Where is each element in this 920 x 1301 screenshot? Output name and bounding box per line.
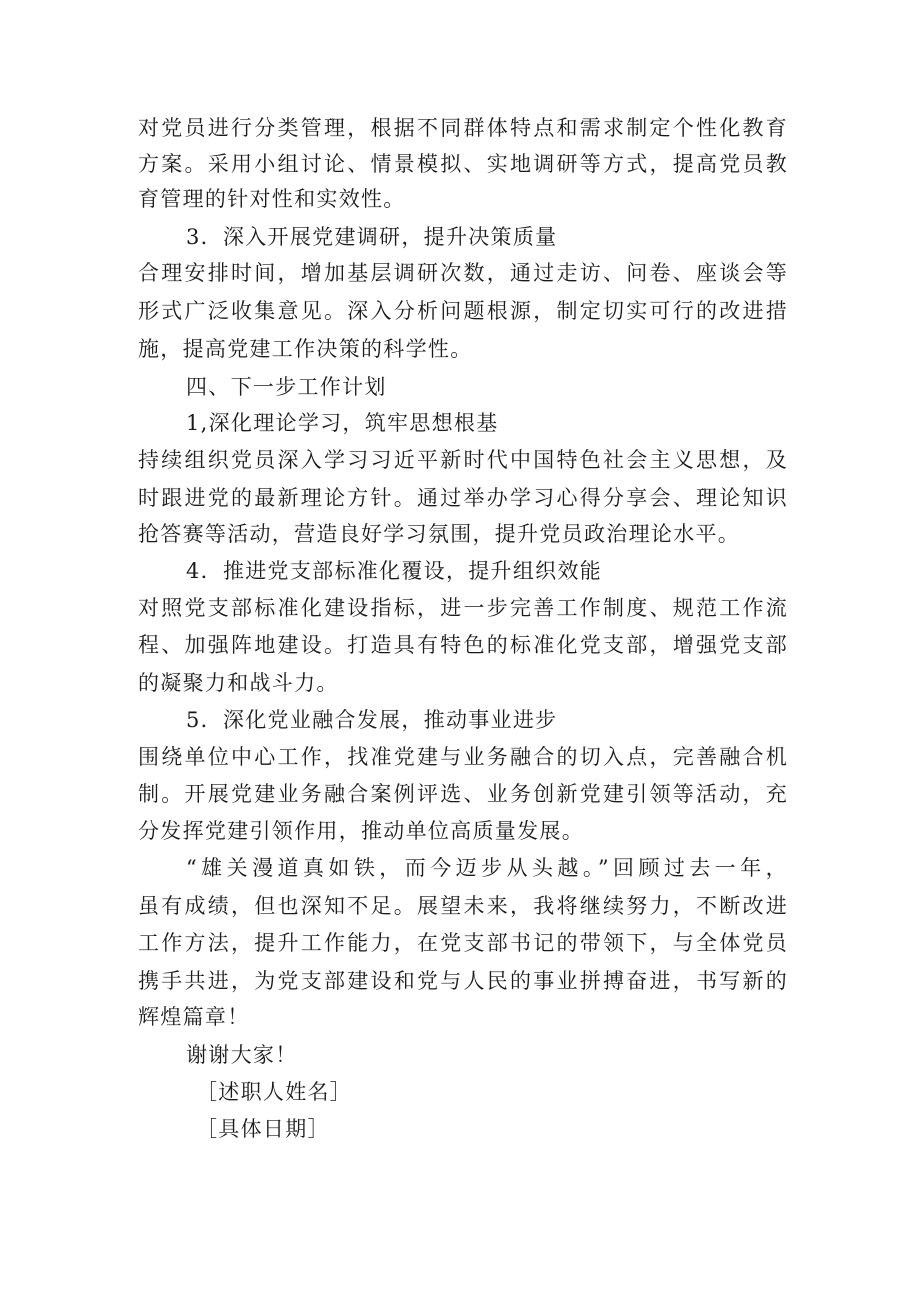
section-heading: 4．推进党支部标准化覆设，提升组织效能 — [186, 559, 603, 583]
body-line: 的凝聚力和战斗力。 — [138, 671, 339, 695]
thanks-line: 谢谢大家！ — [186, 1043, 298, 1067]
closing-quote-line: “雄关漫道真如铁，而今迈步从头越。”回顾过去一年， — [186, 856, 788, 880]
body-line: 携手共进，为党支部建设和党与人民的事业拼搏奋进，书写新的 — [138, 969, 788, 993]
section-heading: 3．深入开展党建调研，提升决策质量 — [186, 225, 558, 249]
body-line: 形式广泛收集意见。深入分析问题根源，制定切实可行的改进措 — [138, 299, 788, 323]
body-line: 合理安排时间，增加基层调研次数，通过走访、问卷、座谈会等 — [138, 261, 788, 285]
body-line: 辉煌篇章！ — [138, 1005, 250, 1029]
body-line: 方案。采用小组讨论、情景模拟、实地调研等方式，提高党员教 — [138, 152, 788, 176]
signature-name: ［述职人姓名］ — [196, 1080, 353, 1104]
body-line: 虽有成绩，但也深知不足。展望未来，我将继续努力，不断改进 — [138, 894, 788, 918]
body-line: 抢答赛等活动，营造良好学习氛围，提升党员政治理论水平。 — [138, 522, 741, 546]
body-line: 分发挥党建引领作用，推动单位高质量发展。 — [138, 819, 584, 843]
body-line: 育管理的针对性和实效性。 — [138, 187, 406, 211]
body-line: 围绕单位中心工作，找准党建与业务融合的切入点，完善融合机 — [138, 745, 788, 769]
body-line: 持续组织党员深入学习习近平新时代中国特色社会主义思想，及 — [138, 448, 788, 472]
body-line: 程、加强阵地建设。打造具有特色的标准化党支部，增强党支部 — [138, 633, 788, 657]
body-line: 工作方法，提升工作能力，在党支部书记的带领下，与全体党员 — [138, 931, 788, 955]
section-heading: 1,深化理论学习，筑牢思想根基 — [186, 411, 499, 435]
body-line: 时跟进党的最新理论方针。通过举办学习心得分享会、理论知识 — [138, 486, 788, 510]
body-line: 施，提高党建工作决策的科学性。 — [138, 337, 473, 361]
chapter-heading: 四、下一步工作计划 — [186, 375, 387, 399]
body-line: 制。开展党建业务融合案例评选、业务创新党建引领等活动，充 — [138, 782, 788, 806]
section-heading: 5．深化党业融合发展，推动事业进步 — [186, 708, 558, 732]
signature-date: ［具体日期］ — [196, 1117, 330, 1141]
body-line: 对照党支部标准化建设指标，进一步完善工作制度、规范工作流 — [138, 596, 788, 620]
body-line: 对党员进行分类管理，根据不同群体特点和需求制定个性化教育 — [138, 116, 788, 140]
